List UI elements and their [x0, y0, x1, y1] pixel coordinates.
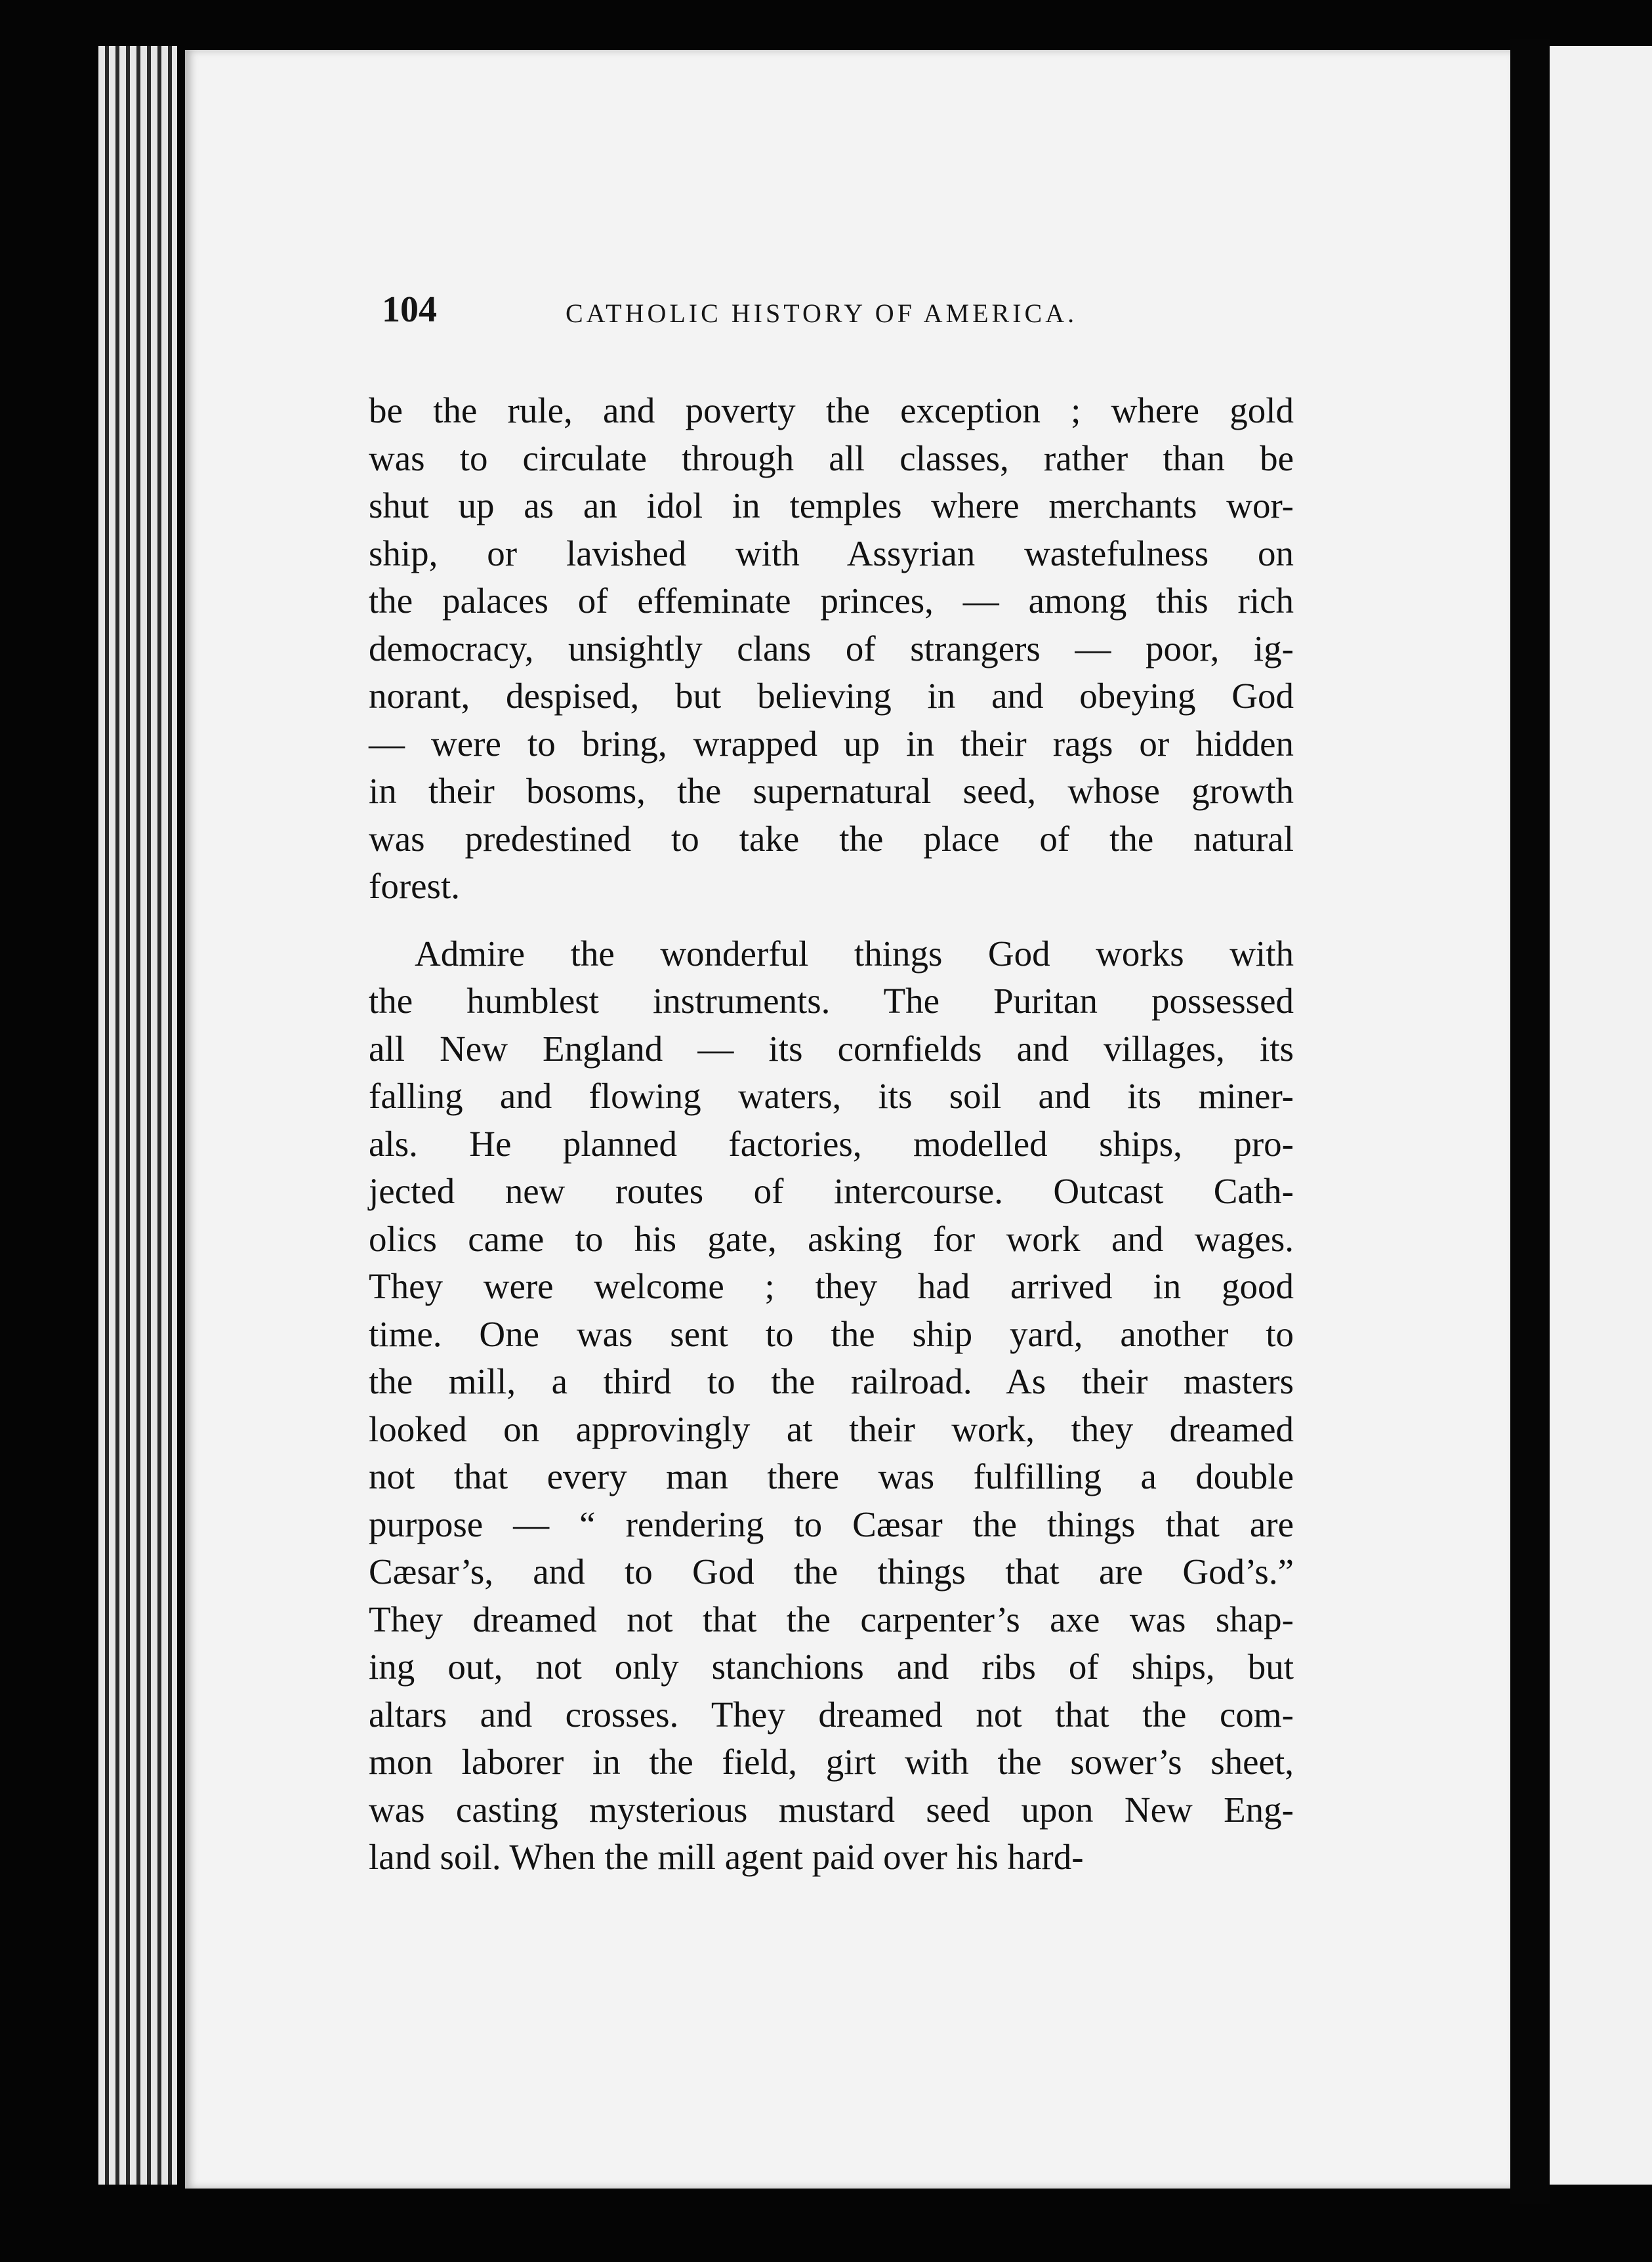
- facing-page-edge: [1550, 46, 1652, 2185]
- page-header: [382, 289, 1130, 341]
- text-line: was casting mysterious mustard seed upon New Eng-: [369, 1789, 1294, 1830]
- text-line: the mill, a third to the railroad. As their masters: [369, 1361, 1294, 1401]
- paragraph-gap: [369, 911, 1294, 930]
- text-line: als. He planned factories, modelled ships, pro-: [369, 1123, 1294, 1164]
- text-line: the humblest instruments. The Puritan possessed: [369, 981, 1294, 1021]
- text-line: Cæsar’s, and to God the things that are God’s.”: [369, 1552, 1294, 1592]
- text-line: democracy, unsightly clans of strangers — poor, ig-: [369, 628, 1294, 668]
- text-line: forest.: [369, 866, 460, 906]
- text-line: mon laborer in the field, girt with the sower’s sheet,: [369, 1742, 1294, 1782]
- text-line: olics came to his gate, asking for work and wages.: [369, 1218, 1294, 1259]
- text-line: land soil. When the mill agent paid over his hard-: [369, 1837, 1084, 1877]
- paragraph: [369, 930, 1294, 1882]
- text-line: jected new routes of intercourse. Outcast Cath-: [369, 1171, 1294, 1211]
- text-line: shut up as an idol in temples where merchants wor-: [369, 485, 1294, 525]
- text-line: They were welcome ; they had arrived in good: [369, 1266, 1294, 1306]
- text-line: not that every man there was fulfilling a double: [369, 1456, 1294, 1496]
- text-line: was predestined to take the place of the natural: [369, 818, 1294, 859]
- text-line: the palaces of effeminate princes, — among this rich: [369, 581, 1294, 621]
- page-number: 104: [382, 289, 437, 330]
- text-line: altars and crosses. They dreamed not that the com-: [369, 1694, 1294, 1735]
- text-line: in their bosoms, the supernatural seed, whose growth: [369, 771, 1294, 811]
- text-line: all New England — its cornfields and villages, its: [369, 1028, 1294, 1069]
- body-text: [369, 387, 1294, 1882]
- text-line: — were to bring, wrapped up in their rags or hidden: [369, 723, 1294, 764]
- text-line: Admire the wonderful things God works with: [415, 933, 1294, 974]
- text-line: looked on approvingly at their work, they dreamed: [369, 1409, 1294, 1449]
- text-line: ing out, not only stanchions and ribs of ships, but: [369, 1647, 1294, 1687]
- page-edge-stack: [98, 46, 177, 2185]
- text-line: purpose — “ rendering to Cæsar the things that are: [369, 1504, 1294, 1544]
- text-line: norant, despised, but believing in and obeying God: [369, 676, 1294, 716]
- text-line: They dreamed not that the carpenter’s axe was shap-: [369, 1599, 1294, 1639]
- text-line: time. One was sent to the ship yard, another to: [369, 1313, 1294, 1354]
- running-head: CATHOLIC HISTORY OF AMERICA.: [566, 298, 1078, 328]
- text-line: be the rule, and poverty the exception ; where gold: [369, 390, 1294, 430]
- paragraph: [369, 387, 1294, 911]
- text-line: was to circulate through all classes, rather than be: [369, 438, 1294, 478]
- book-gutter: [1510, 39, 1550, 2204]
- text-line: ship, or lavished with Assyrian wastefulness on: [369, 533, 1294, 573]
- text-line: falling and flowing waters, its soil and its miner-: [369, 1076, 1294, 1116]
